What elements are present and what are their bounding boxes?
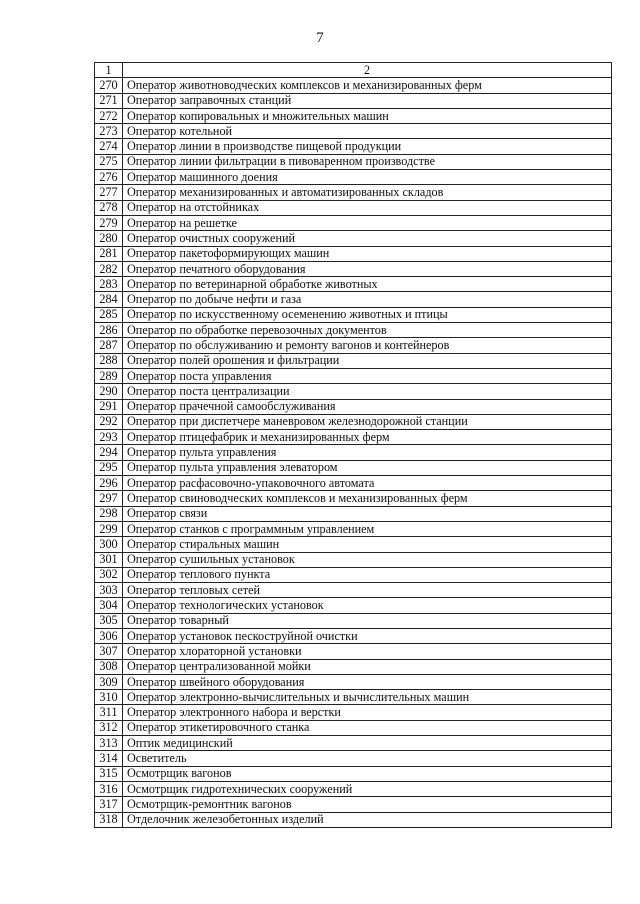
table-row [95,338,612,353]
row-number: 310 [95,690,123,705]
row-number: 307 [95,644,123,659]
row-number: 305 [95,613,123,628]
table-row [95,277,612,292]
occupation-name: Осмотрщик вагонов [123,766,612,781]
table-body [95,78,612,828]
row-number: 272 [95,108,123,123]
occupation-name: Оператор на отстойниках [123,200,612,215]
table-row [95,307,612,322]
table-row [95,430,612,445]
occupation-name: Оператор пульта управления элеватором [123,460,612,475]
occupation-name: Оператор по ветеринарной обработке животных [123,277,612,292]
table-row [95,124,612,139]
occupation-name: Оператор заправочных станций [123,93,612,108]
row-number: 298 [95,506,123,521]
row-number: 311 [95,705,123,720]
table-row [95,628,612,643]
table-row [95,170,612,185]
occupation-name: Оператор сушильных установок [123,552,612,567]
row-number: 289 [95,368,123,383]
row-number: 283 [95,277,123,292]
table-row [95,613,612,628]
occupation-name: Оператор расфасовочно-упаковочного автомата [123,476,612,491]
occupation-name: Оператор связи [123,506,612,521]
occupation-name: Оператор этикетировочного станка [123,720,612,735]
table-row [95,460,612,475]
occupation-name: Оператор при диспетчере маневровом железнодорожной станции [123,414,612,429]
row-number: 278 [95,200,123,215]
occupation-name: Оператор на решетке [123,215,612,230]
row-number: 275 [95,154,123,169]
row-number: 284 [95,292,123,307]
occupations-table [94,62,612,828]
table-row [95,215,612,230]
occupation-name: Оператор прачечной самообслуживания [123,399,612,414]
row-number: 285 [95,307,123,322]
page-number: 7 [316,30,324,46]
occupation-name: Оператор станков с программным управлением [123,521,612,536]
occupation-name: Оператор по искусственному осеменению животных и птицы [123,307,612,322]
table-row [95,567,612,582]
table-row [95,353,612,368]
table-row [95,506,612,521]
occupation-name: Оператор копировальных и множительных машин [123,108,612,123]
row-number: 304 [95,598,123,613]
table-row [95,491,612,506]
column-header-name: 2 [123,63,612,78]
occupation-name: Оператор линии в производстве пищевой продукции [123,139,612,154]
row-number: 308 [95,659,123,674]
table-row [95,445,612,460]
row-number: 295 [95,460,123,475]
row-number: 286 [95,323,123,338]
row-number: 276 [95,170,123,185]
occupation-name: Оператор по обработке перевозочных документов [123,323,612,338]
row-number: 293 [95,430,123,445]
occupation-name: Оператор полей орошения и фильтрации [123,353,612,368]
row-number: 281 [95,246,123,261]
table-row [95,705,612,720]
row-number: 282 [95,261,123,276]
row-number: 301 [95,552,123,567]
row-number: 297 [95,491,123,506]
table-row [95,384,612,399]
occupation-name: Оператор теплового пункта [123,567,612,582]
row-number: 271 [95,93,123,108]
table-row [95,766,612,781]
table-row [95,476,612,491]
row-number: 296 [95,476,123,491]
row-number: 287 [95,338,123,353]
table-row [95,139,612,154]
occupation-name: Оператор механизированных и автоматизированных складов [123,185,612,200]
table-row [95,261,612,276]
row-number: 309 [95,674,123,689]
table-row [95,399,612,414]
row-number: 313 [95,736,123,751]
occupation-name: Отделочник железобетонных изделий [123,812,612,827]
table-row [95,292,612,307]
occupation-name: Оператор печатного оборудования [123,261,612,276]
row-number: 312 [95,720,123,735]
row-number: 318 [95,812,123,827]
row-number: 280 [95,231,123,246]
table-row [95,598,612,613]
occupation-name: Оператор по добыче нефти и газа [123,292,612,307]
occupation-name: Оператор очистных сооружений [123,231,612,246]
occupation-name: Оператор электронно-вычислительных и вычислительных машин [123,690,612,705]
occupation-name: Оператор пакетоформирующих машин [123,246,612,261]
row-number: 273 [95,124,123,139]
table-row [95,644,612,659]
occupation-name: Оператор стиральных машин [123,537,612,552]
table-row [95,154,612,169]
table-row [95,674,612,689]
row-number: 294 [95,445,123,460]
table-row [95,414,612,429]
occupation-name: Оператор тепловых сетей [123,583,612,598]
occupation-name: Оператор централизованной мойки [123,659,612,674]
table-row [95,781,612,796]
occupation-name: Оператор установок пескоструйной очистки [123,628,612,643]
occupation-name: Оператор машинного доения [123,170,612,185]
table-row [95,521,612,536]
table-row [95,368,612,383]
table-row [95,751,612,766]
row-number: 299 [95,521,123,536]
table-row [95,231,612,246]
row-number: 290 [95,384,123,399]
table-row [95,78,612,93]
occupation-name: Оператор птицефабрик и механизированных ферм [123,430,612,445]
row-number: 302 [95,567,123,582]
occupation-name: Оператор поста управления [123,368,612,383]
row-number: 315 [95,766,123,781]
occupation-name: Оператор линии фильтрации в пивоваренном производстве [123,154,612,169]
row-number: 292 [95,414,123,429]
occupation-name: Осмотрщик гидротехнических сооружений [123,781,612,796]
row-number: 270 [95,78,123,93]
occupation-name: Оптик медицинский [123,736,612,751]
occupation-name: Оператор пульта управления [123,445,612,460]
occupation-name: Оператор электронного набора и верстки [123,705,612,720]
table-row [95,246,612,261]
occupation-name: Осветитель [123,751,612,766]
occupation-name: Оператор хлораторной установки [123,644,612,659]
occupation-name: Оператор швейного оборудования [123,674,612,689]
occupation-name: Оператор свиноводческих комплексов и механизированных ферм [123,491,612,506]
column-header-number: 1 [95,63,123,78]
row-number: 317 [95,797,123,812]
table-row [95,108,612,123]
row-number: 300 [95,537,123,552]
table-row [95,797,612,812]
table-row [95,736,612,751]
row-number: 274 [95,139,123,154]
table-row [95,659,612,674]
occupation-name: Оператор поста централизации [123,384,612,399]
occupation-name: Оператор товарный [123,613,612,628]
row-number: 314 [95,751,123,766]
row-number: 316 [95,781,123,796]
table-row [95,583,612,598]
row-number: 303 [95,583,123,598]
occupation-name: Осмотрщик-ремонтник вагонов [123,797,612,812]
row-number: 291 [95,399,123,414]
row-number: 279 [95,215,123,230]
row-number: 306 [95,628,123,643]
table-row [95,323,612,338]
occupation-name: Оператор технологических установок [123,598,612,613]
header-row [95,63,612,78]
occupation-name: Оператор котельной [123,124,612,139]
table-row [95,185,612,200]
row-number: 277 [95,185,123,200]
table-row [95,93,612,108]
table-row [95,537,612,552]
table-row [95,812,612,827]
table-row [95,200,612,215]
occupation-name: Оператор по обслуживанию и ремонту вагонов и контейнеров [123,338,612,353]
table-row [95,720,612,735]
row-number: 288 [95,353,123,368]
occupation-name: Оператор животноводческих комплексов и механизированных ферм [123,78,612,93]
table-row [95,552,612,567]
table-row [95,690,612,705]
